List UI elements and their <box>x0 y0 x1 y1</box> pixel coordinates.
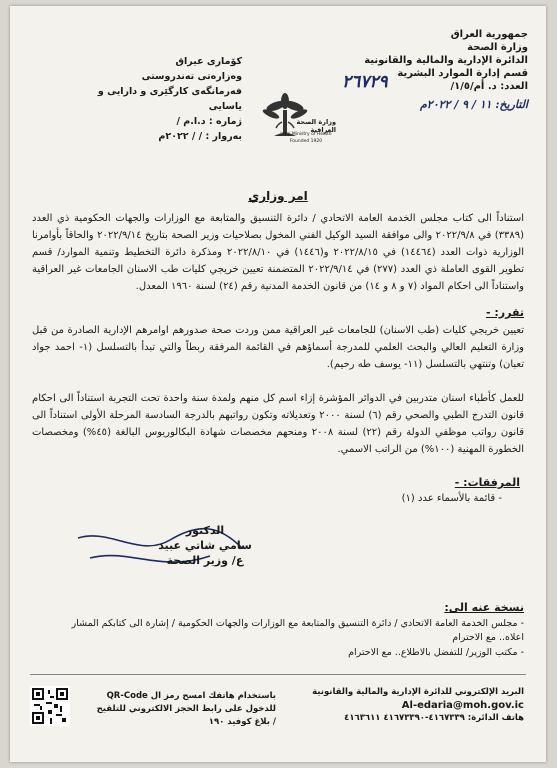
logo-name-english: Iraqi Ministry of Health <box>280 132 332 137</box>
header-ministry: وزارة الصحة <box>467 42 528 53</box>
footer-email: Al-edaria@moh.gov.ic <box>401 700 524 711</box>
signature-block <box>130 523 280 568</box>
footer-phone: هاتف الدائرة: ٤١٦٧٣٣٩-٤١٦٧٣٣٩٠ ٤١٦٣٦١١ <box>344 713 524 723</box>
header-department: قسم إدارة الموارد البشرية <box>397 68 528 79</box>
paragraph-appointment: تعيين خريجي كليات (طب الاسنان) للجامعات غير العراقية ممن وردت صحة صدورهم اوامرهم الإدارية الصادرة من قبل وزارة التعليم العالي والبحث العلمي للمدرجة أسماؤهم في القائمة المرفقة ربطاً والتي تبدأ بالتسلسل (١- احمد جواد تعبان) وتنتهي بالتسلسل (١١- يوسف طه رحيم). <box>32 325 524 370</box>
header-right <box>338 28 528 111</box>
header-left-line3: فەرمانگەی کارگێری و دارایی و یاسایی <box>97 86 242 112</box>
decided-heading: تقرر: - <box>485 306 524 319</box>
attachments-heading: المرفقات: - <box>454 476 520 489</box>
attachments-item: - قائمة بالأسماء عدد (١) <box>401 493 502 504</box>
qr-code-icon <box>30 686 70 726</box>
document-date: التاريخ: ١١ / ٩ / ٢٠٢٢م <box>419 98 528 111</box>
header-left-line1: كۆماری عیراق <box>175 56 242 67</box>
footer-email-label: البريد الإلكتروني للدائرة الإدارية والمالية والقانونية <box>312 687 524 697</box>
reference-label: العدد: د. أم/١/٥/ <box>450 81 528 92</box>
document-page <box>10 6 546 762</box>
header-left <box>72 54 242 144</box>
footer-contact <box>294 686 524 725</box>
footer-qr-note <box>76 690 276 729</box>
document-title: امر وزاري <box>248 189 308 203</box>
ministry-logo <box>246 92 336 152</box>
header-left-line5: بەروار : / / ٢٠٢٢م <box>158 131 242 142</box>
logo-founded: Founded 1920 <box>289 139 323 144</box>
reference-number: ٢٦٧٢٩ <box>342 72 388 92</box>
footer-qr-line2: للدخول على رابط الحجز الالكتروني للتلقيح <box>96 704 276 714</box>
header-directorate: الدائرة الإدارية والمالية والقانونية <box>364 55 528 66</box>
header-left-line4: ژمارە : د.ا.م / <box>176 116 242 127</box>
signatory-role: ع/ وزير الصحة <box>166 554 244 567</box>
copy-to-item: - مكتب الوزير/ للتفضل بالاطلاع.. مع الاحترام <box>348 647 524 658</box>
footer-divider <box>30 674 526 675</box>
copy-to-item: - مجلس الخدمة العامة الاتحادي / دائرة التنسيق والمتابعة مع الوزارات والجهات الحكومية / إشارة الى كتابكم المشار اعلاه.. مع الاحترام <box>71 618 524 643</box>
footer-qr-line1: باستخدام هاتفك امسح رمز ال QR-Code <box>106 691 276 701</box>
signatory-name: سامي شاتي عبيد <box>158 539 252 552</box>
signatory-title: الدكتور <box>185 524 225 537</box>
header-republic: جمهورية العراق <box>450 29 528 40</box>
header-left-line2: وەزارەتی تەندروستی <box>141 71 242 82</box>
paragraph-terms: للعمل كأطباء اسنان متدربين في الدوائر المؤشرة إزاء اسم كل منهم ولمدة سنة واحدة تحت التجربة استناداً الى احكام قانون التدرج الطبي والصحي رقم (٦) لسنة ٢٠٠٠ وتعديلاته وتكون رواتبهم بالدرجة السادسة المرحلة الأولى استناداً الى قانون رواتب موظفي الدولة رقم (٢٢) لسنة ٢٠٠٨ ومنحهم مخصصات شهادة البكالوريوس البالغة (٤٥%) ومخصصات الخطورة المهنية (١٠٠%) من الراتب الاسمي. <box>32 393 525 455</box>
logo-name-arabic: وزارة الصحة العراقية <box>296 118 336 134</box>
footer-qr-line3: / بلاغ كوفيد ١٩٠ <box>208 717 276 727</box>
paragraph-preamble: استناداً الى كتاب مجلس الخدمة العامة الاتحادي / دائرة التنسيق والمتابعة مع الوزارات والجهات الحكومية ذي العدد (٣٣٨٩) في ٢٠٢٢/٩/٨ والى موافقة السيد الوكيل الفني المخول بصلاحيات وزير الصحة بتاريخ ٢٠٢٢/٩/١٤ والحاقاً بأوامرنا الوزارية ذوات العدد (١٤٤٦٤) في ٢٠٢٢/٨/١٥ و(١٤٤٦) في ٢٠٢٢/٨/١٠ ومذكرة دائرة التخطيط وتنمية الموارد/ قسم تطوير القوى العاملة ذي العدد (٢٧٧) في ٢٠٢٢/٩/١٤ المتضمنة تعيين خريجي كليات طب الاسنان الجامعات غير العراقية واستناداً الى احكام المواد (٧ و ٨ و ١٤) من قانون الخدمة المدنية رقم (٢٤) لسنة ١٩٦٠ المعدل. <box>32 213 525 292</box>
copy-to-heading: نسخة عنه الى: <box>444 601 524 614</box>
